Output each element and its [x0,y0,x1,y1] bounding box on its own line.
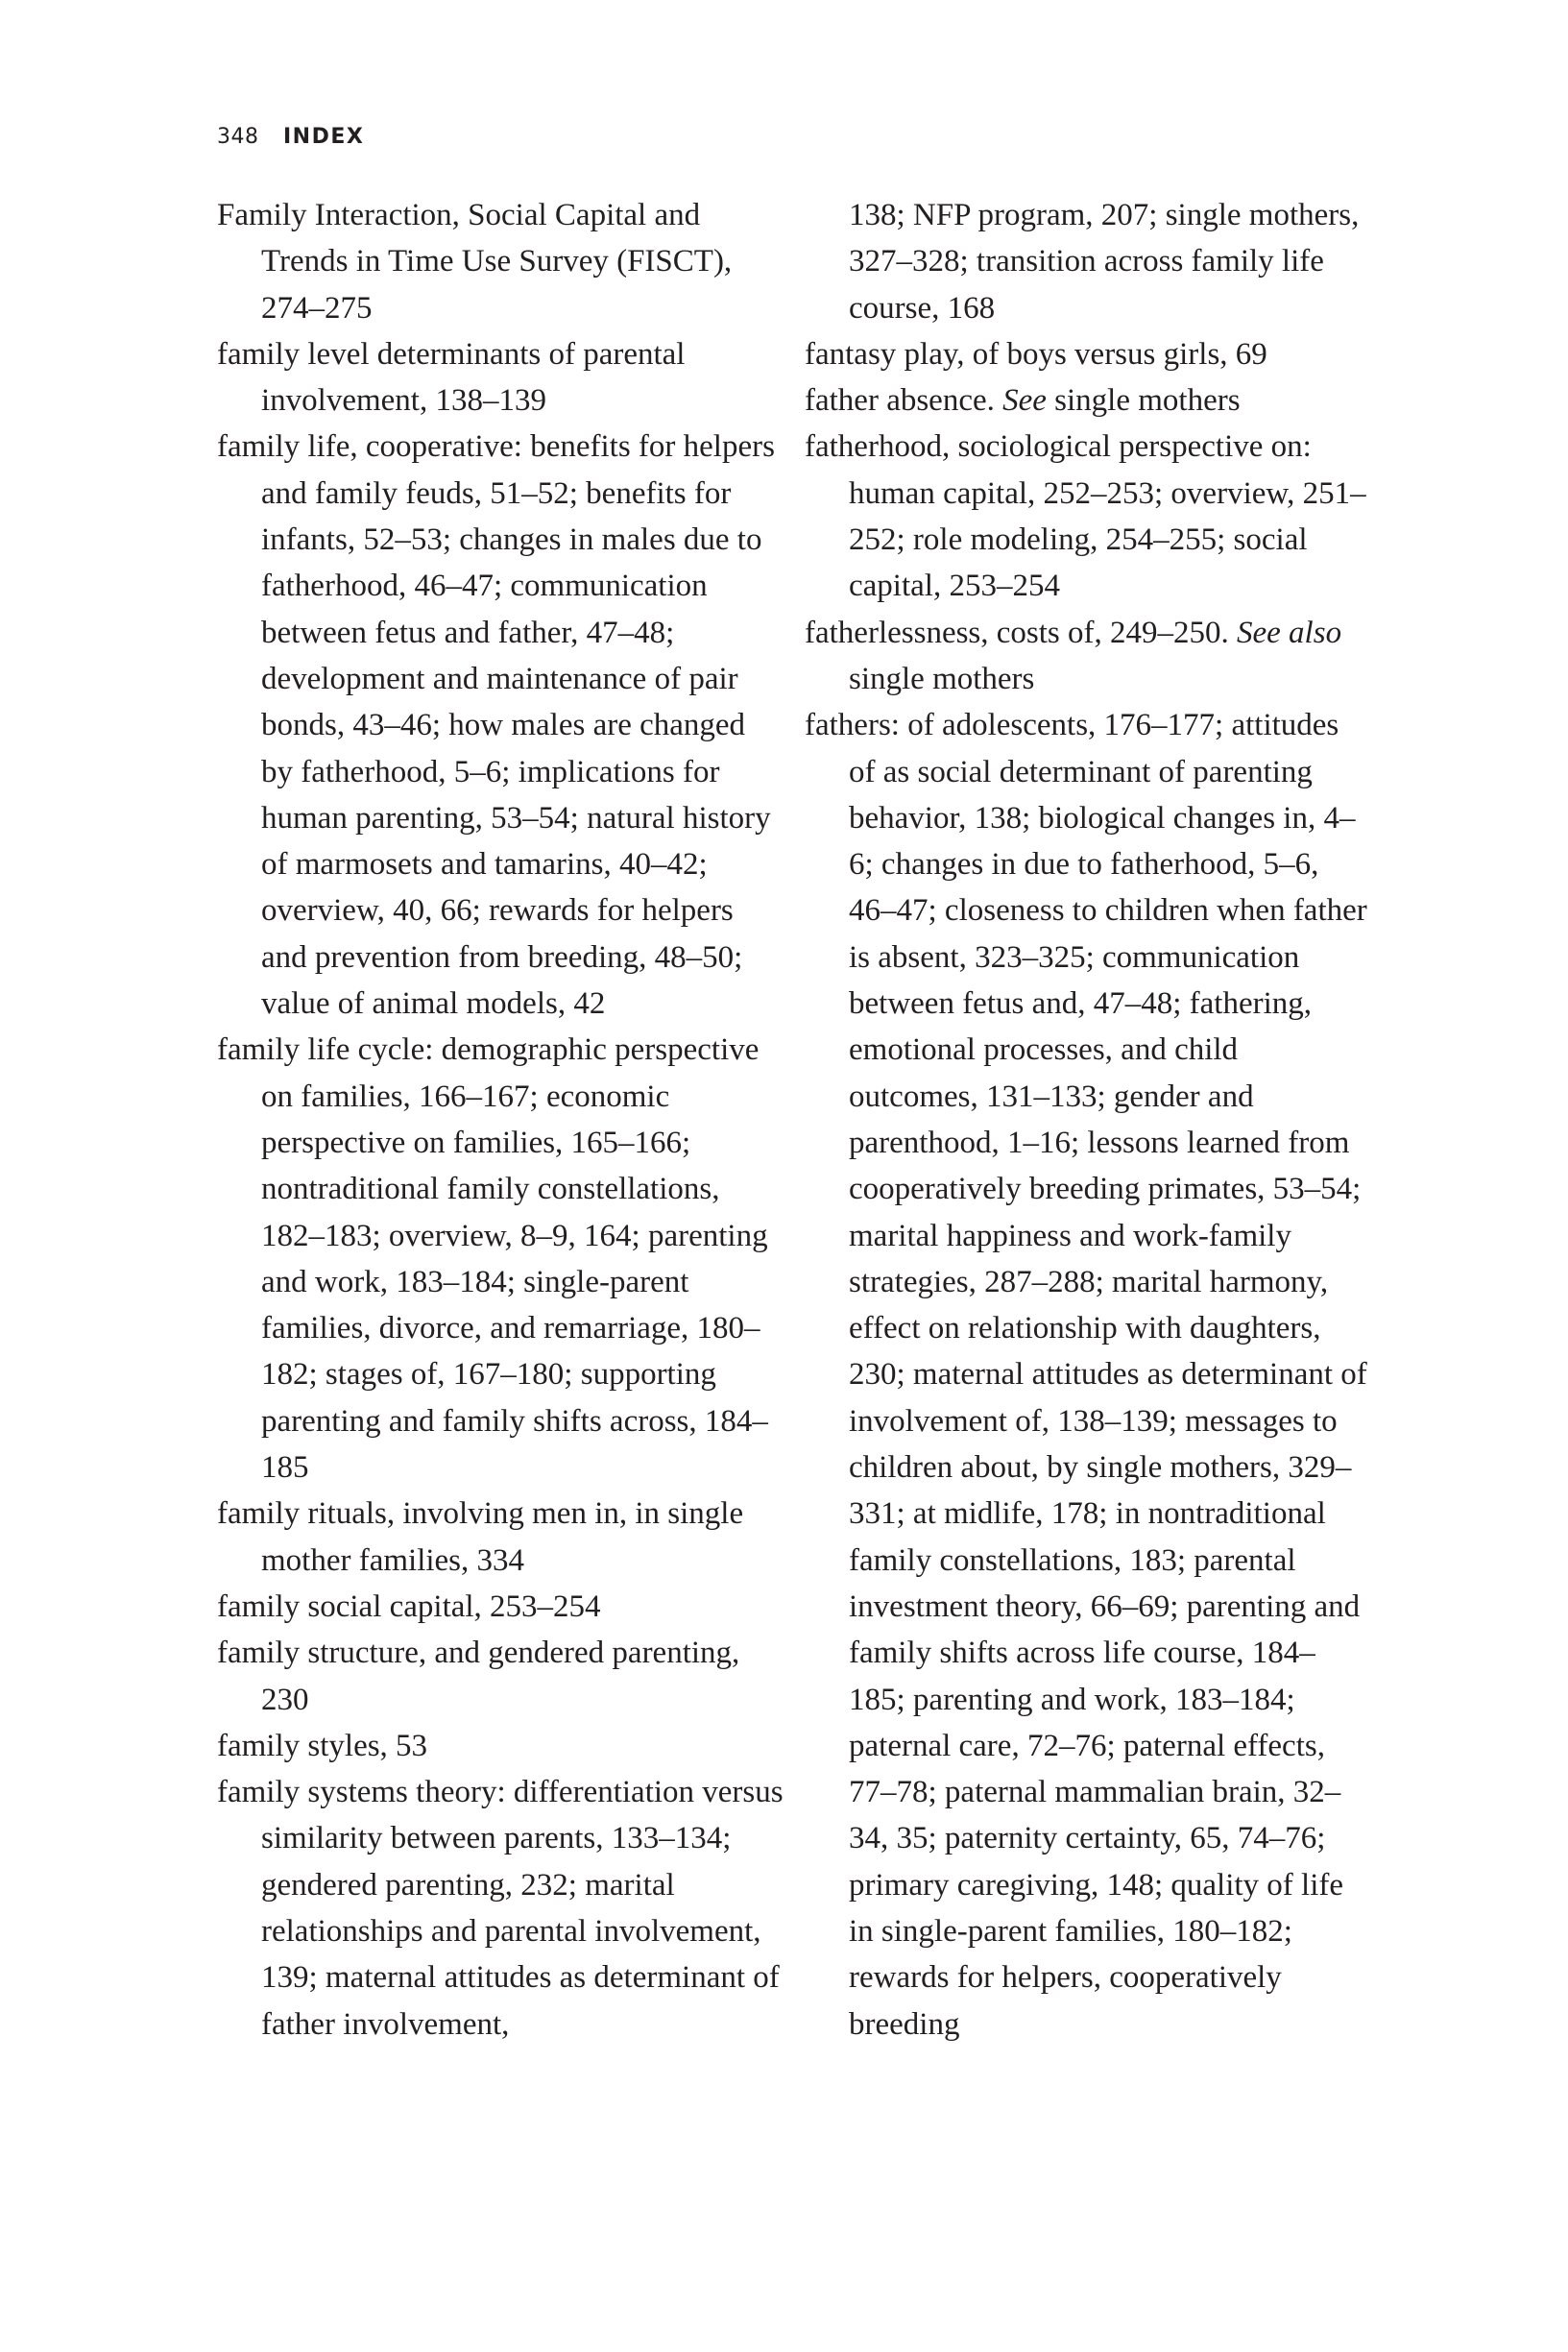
entry-text: single mothers [849,661,1035,696]
index-column-right [805,192,1371,2048]
index-entry [805,424,1371,609]
page-number: 348 [217,125,259,149]
index-entry [805,702,1371,2048]
entry-text: family systems theory: differentiation versus similarity between parents, 133–134; gendered parenting, 232; marital relationships and parental involvement, 139; maternal attitudes as determinant of father involvement, [217,1775,784,2042]
entry-text: family structure, and gendered parenting, 230 [217,1636,740,1717]
entry-text: family social capital, 253–254 [217,1588,601,1624]
running-head [217,125,364,149]
entry-text: fatherhood, sociological perspective on: human capital, 252–253; overview, 251–252; role modeling, 254–255; social capital, 253–254 [805,429,1366,604]
entry-text: family life, cooperative: benefits for helpers and family feuds, 51–52; benefits for infants, 52–53; changes in males due to fatherhood, 46–47; communication between fetus and father, 47–48; development and maintenance of pair bonds, 43–46; how males are changed by fatherhood, 5–6; implications for human parenting, 53–54; natural history of marmosets and tamarins, 40–42; overview, 40, 66; rewards for helpers and prevention from breeding, 48–50; value of animal models, 42 [217,429,775,1022]
entry-text: family life cycle: demographic perspective on families, 166–167; economic perspective on families, 165–166; nontraditional family constellations, 182–183; overview, 8–9, 164; parenting and work, 183–184; single-parent families, divorce, and remarriage, 180–182; stages of, 167–180; supporting parenting and family shifts across, 184–185 [217,1032,768,1486]
entry-text: single mothers [1046,383,1241,419]
cross-reference-label: See [1002,383,1047,419]
index-entry [217,1027,784,1491]
index-column-left [217,192,784,2048]
cross-reference-label: See also [1237,615,1342,650]
entry-text: fatherlessness, costs of, 249–250. [805,615,1238,650]
index-entry [805,377,1371,424]
index-entry [217,424,784,1027]
entry-text: family styles, 53 [217,1728,428,1763]
index-entry [217,331,784,424]
index-entry [217,1723,784,1769]
entry-text: 138; NFP program, 207; single mothers, 327–328; transition across family life course, 168 [849,198,1360,326]
entry-text: fantasy play, of boys versus girls, 69 [805,336,1267,372]
index-entry [217,1630,784,1723]
index-entry [217,1491,784,1584]
entry-text: father absence. [805,383,1003,419]
index-entry-continued [805,192,1371,331]
entry-text: family rituals, involving men in, in single mother families, 334 [217,1496,744,1578]
index-entry [217,192,784,331]
entry-text: family level determinants of parental involvement, 138–139 [217,336,686,419]
entry-text: fathers: of adolescents, 176–177; attitudes of as social determinant of parenting behavior, 138; biological changes in, 4–6; changes in due to fatherhood, 5–6, 46–47; closeness to children when father is absent, 323–325; communication between fetus and, 47–48; fathering, emotional processes, and child outcomes, 131–133; gender and parenthood, 1–16; lessons learned from cooperatively breeding primates, 53–54; marital happiness and work-family strategies, 287–288; marital harmony, effect on relationship with daughters, 230; maternal attitudes as determinant of involvement of, 138–139; messages to children about, by single mothers, 329–331; at midlife, 178; in nontraditional family constellations, 183; parental investment theory, 66–69; parenting and family shifts across life course, 184–185; parenting and work, 183–184; paternal care, 72–76; paternal effects, 77–78; paternal mammalian brain, 32–34, 35; paternity certainty, 65, 74–76; primary caregiving, 148; quality of life in single-parent families, 180–182; rewards for helpers, cooperatively breeding [805,708,1367,2042]
index-entry [217,1769,784,2048]
entry-text: Family Interaction, Social Capital and Trends in Time Use Survey (FISCT), 274–275 [217,198,733,326]
index-entry [805,331,1371,377]
index-entry [805,610,1371,703]
section-title: INDEX [283,125,365,149]
index-entry [217,1584,784,1630]
